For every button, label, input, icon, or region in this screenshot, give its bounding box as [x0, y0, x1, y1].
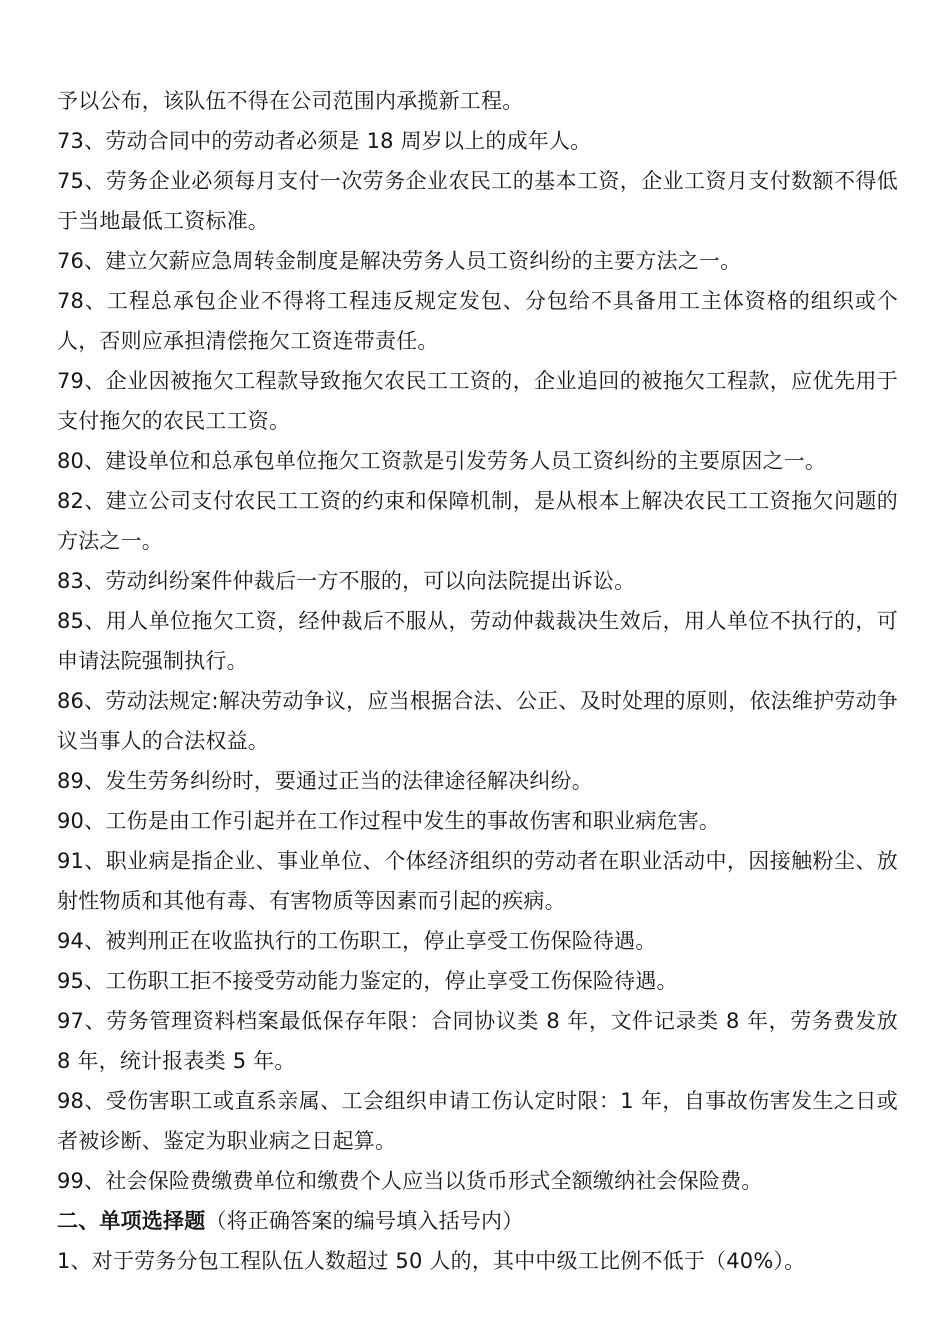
item-99: 99、社会保险费缴费单位和缴费个人应当以货币形式全额缴纳社会保险费。	[57, 1169, 763, 1193]
section-title: 二、单项选择题	[57, 1209, 206, 1233]
item-91: 91、职业病是指企业、事业单位、个体经济组织的劳动者在职业活动中，因接触粉尘、放射性物质和其他有毒、有害物质等因素而引起的疾病。	[57, 849, 898, 913]
item-75: 75、劳务企业必须每月支付一次劳务企业农民工的基本工资，企业工资月支付数额不得低于当地最低工资标准。	[57, 169, 898, 233]
item-95: 95、工伤职工拒不接受劳动能力鉴定的，停止享受工伤保险待遇。	[57, 969, 678, 993]
item-97: 97、劳务管理资料档案最低保存年限：合同协议类 8 年，文件记录类 8 年，劳务费发放 8 年，统计报表类 5 年。	[57, 1009, 898, 1073]
item-79: 79、企业因被拖欠工程款导致拖欠农民工工资的，企业追回的被拖欠工程款，应优先用于支付拖欠的农民工工资。	[57, 369, 898, 433]
item-83: 83、劳动纠纷案件仲裁后一方不服的，可以向法院提出诉讼。	[57, 569, 636, 593]
item-76: 76、建立欠薪应急周转金制度是解决劳务人员工资纠纷的主要方法之一。	[57, 249, 742, 273]
item-98: 98、受伤害职工或直系亲属、工会组织申请工伤认定时限：1 年，自事故伤害发生之日或者被诊断、鉴定为职业病之日起算。	[57, 1089, 898, 1153]
paragraph-continuation: 予以公布，该队伍不得在公司范围内承揽新工程。	[57, 89, 524, 113]
item-73: 73、劳动合同中的劳动者必须是 18 周岁以上的成年人。	[57, 129, 592, 153]
section-heading	[57, 1201, 898, 1241]
item-94: 94、被判刑正在收监执行的工伤职工，停止享受工伤保险待遇。	[57, 929, 657, 953]
section-note: （将正确答案的编号填入括号内）	[205, 1209, 524, 1233]
item-78: 78、工程总承包企业不得将工程违反规定发包、分包给不具备用工主体资格的组织或个人，否则应承担清偿拖欠工资连带责任。	[57, 289, 898, 353]
item-82: 82、建立公司支付农民工工资的约束和保障机制，是从根本上解决农民工工资拖欠问题的方法之一。	[57, 489, 898, 553]
item-85: 85、用人单位拖欠工资，经仲裁后不服从，劳动仲裁裁决生效后，用人单位不执行的，可申请法院强制执行。	[57, 609, 898, 673]
item-90: 90、工伤是由工作引起并在工作过程中发生的事故伤害和职业病危害。	[57, 809, 721, 833]
item-80: 80、建设单位和总承包单位拖欠工资款是引发劳务人员工资纠纷的主要原因之一。	[57, 449, 827, 473]
question-1: 1、对于劳务分包工程队伍人数超过 50 人的，其中中级工比例不低于（40%）。	[57, 1249, 806, 1273]
item-86: 86、劳动法规定:解决劳动争议，应当根据合法、公正、及时处理的原则，依法维护劳动争议当事人的合法权益。	[57, 689, 898, 753]
item-89: 89、发生劳务纠纷时，要通过正当的法律途径解决纠纷。	[57, 769, 593, 793]
